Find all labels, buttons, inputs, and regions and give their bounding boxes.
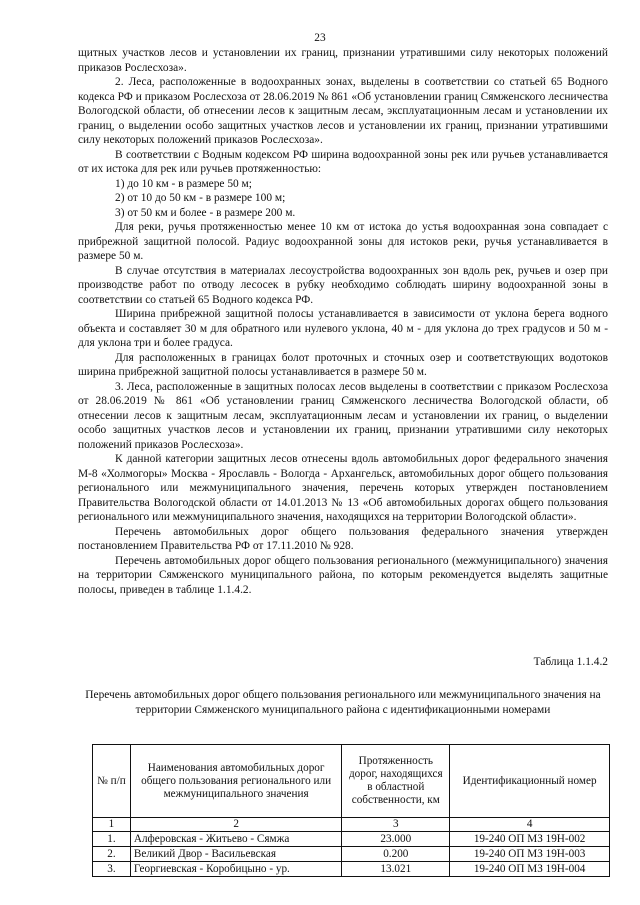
column-number: 1 <box>93 818 131 832</box>
table-row <box>93 832 610 847</box>
road-length: 13.021 <box>342 862 450 877</box>
road-id: 19-240 ОП МЗ 19Н-002 <box>450 832 610 847</box>
road-name: Великий Двор - Васильевская <box>130 847 341 862</box>
list-item: 3) от 50 км и более - в размере 200 м. <box>115 206 296 219</box>
road-id: 19-240 ОП МЗ 19Н-004 <box>450 862 610 877</box>
table-caption: Таблица 1.1.4.2 <box>533 656 608 668</box>
header-number: № п/п <box>93 745 131 818</box>
column-number: 3 <box>342 818 450 832</box>
list-item: 2) от 10 до 50 км - в размере 100 м; <box>115 192 286 204</box>
table-title: Перечень автомобильных дорог общего пользования регионального или межмуниципального значения на территории Сямженского муниципального района с идентификационными номерами <box>85 689 601 716</box>
paragraph: щитных участков лесов и установлении их границ, признании утратившими силу некоторых положений приказов Рослесхоза». <box>78 47 608 74</box>
column-numbers-row <box>93 818 610 832</box>
road-id: 19-240 ОП МЗ 19Н-003 <box>450 847 610 862</box>
column-number: 4 <box>450 818 610 832</box>
paragraph: К данной категории защитных лесов отнесены вдоль автомобильных дорог федерального значения М-8 «Холмогоры» Москва - Ярославль - Вологда - Архангельск, автомобильных дорог общего пользования регионального или межмуниципального значения, перечень которых утвержден постановлением Правительства Вологодской области от 14.01.2013 № 13 «Об автомобильных дорогах общего пользования регионального или межмуниципального значения, находящихся на территории Вологодской области». <box>78 453 608 523</box>
table-row <box>93 862 610 877</box>
road-name: Георгиевская - Коробицыно - ур. <box>130 862 341 877</box>
paragraph: Перечень автомобильных дорог общего пользования регионального (межмуниципального) значения на территории Сямженского муниципального района, по которым рекомендуется выделять защитные полосы, приведен в таблице 1.1.4.2. <box>78 554 608 596</box>
header-road-name: Наименования автомобильных дорог общего пользования регионального или межмуниципального значения <box>130 745 341 818</box>
list-item: 1) до 10 км - в размере 50 м; <box>115 177 252 190</box>
header-length: Протяженность дорог, находящихся в областной собственности, км <box>342 745 450 818</box>
row-number: 2. <box>93 847 131 862</box>
paragraph: 3. Леса, расположенные в защитных полосах лесов выделены в соответствии с приказом Рослесхоза от 28.06.2019 № 861 «Об установлении границ Сямженского лесничества Вологодской области, об отнесении лесов к защитным лесам, эксплуатационным лесам и установлении их границ, о выделении особо защитных участков лесов и установлении их границ, признании утратившими силу некоторых положений приказов Рослесхоза». <box>78 380 608 451</box>
row-number: 1. <box>93 832 131 847</box>
road-name: Алферовская - Житьево - Сямжа <box>130 832 341 847</box>
table-header-row <box>93 745 610 818</box>
header-id-number: Идентификационный номер <box>450 745 610 818</box>
paragraph: В случае отсутствия в материалах лесоустройства водоохранных зон вдоль рек, ручьев и озер при производстве работ по отводу лесосек в рубку необходимо соблюдать ширину водоохранной зоны в соответствии со статьей 65 Водного кодекса РФ. <box>78 264 608 306</box>
paragraph: Ширина прибрежной защитной полосы устанавливается в зависимости от уклона берега водного объекта и составляет 30 м для обратного или нулевого уклона, 40 м - для уклона до трех градусов и 50 м - для уклона три и более градуса. <box>78 308 608 349</box>
column-number: 2 <box>130 818 341 832</box>
page-number: 23 <box>314 32 326 44</box>
paragraph: В соответствии с Водным кодексом РФ ширина водоохранной зоны рек или ручьев устанавливается от их истока для рек или ручьев протяженностью: <box>78 148 608 175</box>
table-row <box>93 847 610 862</box>
body-text <box>78 46 608 597</box>
paragraph: Перечень автомобильных дорог общего пользования федерального значения утвержден постановлением Правительства РФ от 17.11.2010 № 928. <box>78 525 608 552</box>
paragraph: 2. Леса, расположенные в водоохранных зонах, выделены в соответствии со статьей 65 Водного кодекса РФ и приказом Рослесхоза от 28.06.2019 № 861 «Об установлении границ Сямженского лесничества Вологодской области, об отнесении лесов к защитным лесам, эксплуатационным лесам и установлении их границ, о выделении особо защитных участков лесов и установлении их границ, признании утратившими силу некоторых положений приказов Рослесхоза». <box>78 76 608 146</box>
row-number: 3. <box>93 862 131 877</box>
road-length: 23.000 <box>342 832 450 847</box>
paragraph: Для реки, ручья протяженностью менее 10 км от истока до устья водоохранная зона совпадает с прибрежной защитной полосой. Радиус водоохранной зоны для истоков реки, ручья устанавливается в размере 50 м. <box>78 221 608 262</box>
paragraph: Для расположенных в границах болот проточных и сточных озер и соответствующих водотоков ширина прибрежной защитной полосы устанавливается в размере 50 м. <box>78 351 608 378</box>
roads-table <box>92 744 610 877</box>
road-length: 0.200 <box>342 847 450 862</box>
